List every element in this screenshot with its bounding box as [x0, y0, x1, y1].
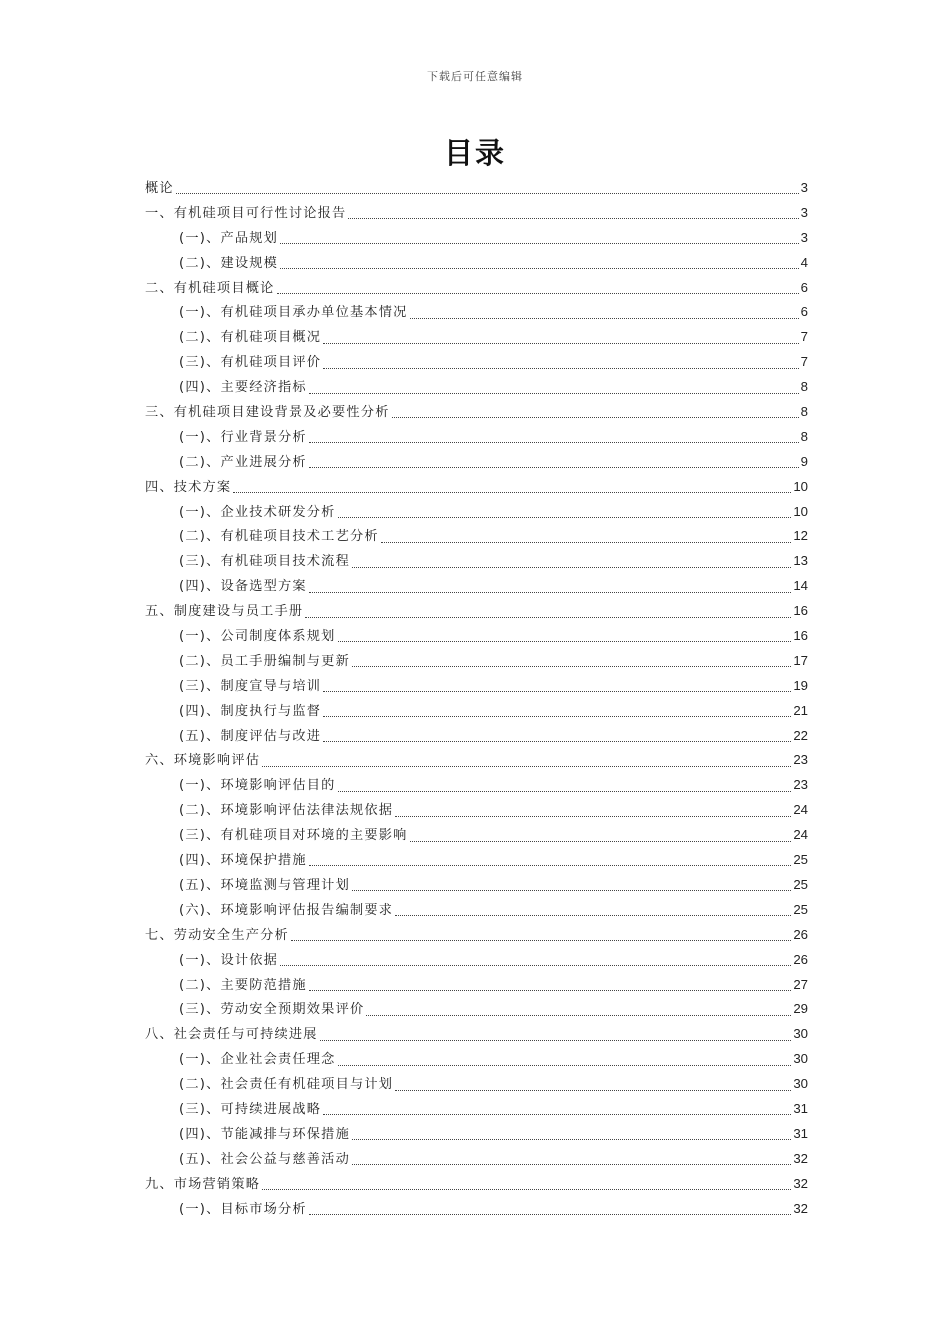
- toc-dot-leader: [309, 441, 799, 443]
- toc-page-number: 26: [793, 926, 808, 942]
- toc-page-number: 25: [793, 876, 808, 892]
- toc-page-number: 24: [793, 827, 808, 843]
- toc-section-entry[interactable]: [145, 450, 808, 475]
- toc-entry-label: (四)、设备选型方案: [179, 579, 307, 595]
- toc-page-number: 7: [800, 329, 808, 345]
- toc-dot-leader: [280, 267, 799, 269]
- toc-page-number: 16: [793, 603, 808, 619]
- toc-section-entry[interactable]: [145, 1147, 808, 1172]
- toc-entry-label: (五)、社会公益与慈善活动: [179, 1151, 350, 1167]
- toc-page-number: 30: [793, 1051, 808, 1067]
- toc-page-number: 31: [793, 1125, 808, 1141]
- toc-chapter-entry[interactable]: [145, 276, 808, 301]
- toc-page-number: 22: [793, 727, 808, 743]
- toc-entry-label: (一)、公司制度体系规划: [179, 629, 336, 645]
- toc-section-entry[interactable]: [145, 624, 808, 649]
- toc-section-entry[interactable]: [145, 549, 808, 574]
- toc-entry-label: (一)、行业背景分析: [179, 429, 307, 445]
- toc-entry-label: (三)、有机硅项目对环境的主要影响: [179, 828, 408, 844]
- toc-page-number: 27: [793, 976, 808, 992]
- toc-page-number: 25: [793, 852, 808, 868]
- toc-section-entry[interactable]: [145, 798, 808, 823]
- toc-dot-leader: [410, 840, 792, 842]
- toc-dot-leader: [323, 740, 791, 742]
- toc-section-entry[interactable]: [145, 823, 808, 848]
- toc-entry-label: (二)、有机硅项目概况: [179, 330, 322, 346]
- toc-page-number: 9: [800, 453, 808, 469]
- toc-section-entry[interactable]: [145, 948, 808, 973]
- toc-section-entry[interactable]: [145, 1047, 808, 1072]
- toc-entry-label: (一)、设计依据: [179, 952, 279, 968]
- toc-dot-leader: [352, 665, 791, 667]
- toc-page-number: 6: [800, 304, 808, 320]
- toc-entry-label: (四)、环境保护措施: [179, 853, 307, 869]
- toc-section-entry[interactable]: [145, 898, 808, 923]
- toc-dot-leader: [366, 1014, 791, 1016]
- toc-chapter-entry[interactable]: [145, 201, 808, 226]
- toc-section-entry[interactable]: [145, 524, 808, 549]
- toc-page-number: 31: [793, 1100, 808, 1116]
- toc-entry-label: 三、有机硅项目建设背景及必要性分析: [145, 405, 390, 421]
- toc-page-number: 3: [800, 229, 808, 245]
- toc-dot-leader: [309, 591, 792, 593]
- toc-chapter-entry[interactable]: [145, 748, 808, 773]
- toc-entry-label: (三)、可持续进展战略: [179, 1101, 322, 1117]
- toc-entry-label: (一)、产品规划: [179, 230, 279, 246]
- toc-entry-label: 概论: [145, 181, 174, 196]
- toc-page-number: 8: [800, 428, 808, 444]
- toc-dot-leader: [309, 1213, 792, 1215]
- toc-dot-leader: [381, 541, 792, 543]
- toc-dot-leader: [323, 1113, 791, 1115]
- toc-entry-label: (一)、目标市场分析: [179, 1201, 307, 1217]
- toc-page-number: 32: [793, 1150, 808, 1166]
- toc-page-number: 4: [800, 254, 808, 270]
- toc-section-entry[interactable]: [145, 724, 808, 749]
- toc-dot-leader: [395, 1089, 791, 1091]
- toc-page-number: 3: [800, 180, 808, 195]
- toc-entry-label: (四)、制度执行与监督: [179, 703, 322, 719]
- toc-section-entry[interactable]: [145, 1122, 808, 1147]
- toc-entry-label: (三)、有机硅项目技术流程: [179, 554, 350, 570]
- toc-page-number: 26: [793, 951, 808, 967]
- toc-page-number: 23: [793, 777, 808, 793]
- toc-dot-leader: [277, 292, 799, 294]
- toc-section-entry[interactable]: [145, 873, 808, 898]
- toc-entry-label: (一)、企业技术研发分析: [179, 504, 336, 520]
- toc-entry-label: 八、社会责任与可持续进展: [145, 1027, 318, 1043]
- toc-section-entry[interactable]: [145, 649, 808, 674]
- toc-dot-leader: [309, 864, 792, 866]
- toc-dot-leader: [309, 989, 792, 991]
- toc-page-number: 8: [800, 404, 808, 420]
- toc-section-entry[interactable]: [145, 425, 808, 450]
- toc-dot-leader: [338, 516, 792, 518]
- toc-dot-leader: [176, 192, 799, 194]
- toc-chapter-entry[interactable]: [145, 400, 808, 425]
- toc-entry-label: (三)、制度宣导与培训: [179, 678, 322, 694]
- toc-page-number: 32: [793, 1175, 808, 1191]
- toc-page-number: 29: [793, 1001, 808, 1017]
- toc-chapter-entry[interactable]: [145, 923, 808, 948]
- toc-entry-label: (三)、劳动安全预期效果评价: [179, 1002, 365, 1018]
- toc-dot-leader: [392, 416, 799, 418]
- toc-section-entry[interactable]: [145, 973, 808, 998]
- toc-dot-leader: [309, 392, 799, 394]
- toc-dot-leader: [291, 939, 791, 941]
- toc-page-number: 23: [793, 752, 808, 768]
- toc-entry-label: (一)、企业社会责任理念: [179, 1052, 336, 1068]
- toc-section-entry[interactable]: [145, 574, 808, 599]
- toc-dot-leader: [262, 1188, 791, 1190]
- toc-section-entry[interactable]: [145, 500, 808, 525]
- toc-page-number: 16: [793, 628, 808, 644]
- toc-dot-leader: [309, 466, 799, 468]
- toc-section-entry[interactable]: [145, 300, 808, 325]
- toc-entry-label: 二、有机硅项目概论: [145, 280, 275, 296]
- toc-section-entry[interactable]: [145, 997, 808, 1022]
- toc-entry-label: (二)、社会责任有机硅项目与计划: [179, 1077, 394, 1093]
- toc-section-entry[interactable]: [145, 375, 808, 400]
- toc-entry-label: (五)、环境监测与管理计划: [179, 877, 350, 893]
- toc-section-entry[interactable]: [145, 1197, 808, 1222]
- toc-chapter-entry[interactable]: [145, 475, 808, 500]
- toc-dot-leader: [305, 616, 791, 618]
- toc-page-number: 10: [793, 503, 808, 519]
- toc-page-number: 14: [793, 578, 808, 594]
- toc-page-number: 21: [793, 702, 808, 718]
- toc-dot-leader: [352, 889, 791, 891]
- toc-page-number: 12: [793, 528, 808, 544]
- toc-dot-leader: [320, 1039, 792, 1041]
- toc-section-entry[interactable]: [145, 848, 808, 873]
- toc-section-entry[interactable]: [145, 674, 808, 699]
- toc-entry-label: (二)、主要防范措施: [179, 977, 307, 993]
- toc-dot-leader: [352, 566, 791, 568]
- page-header-note: 下载后可任意编辑: [427, 70, 523, 83]
- toc-page-number: 8: [800, 379, 808, 395]
- toc-section-entry[interactable]: [145, 699, 808, 724]
- toc-entry-label: (二)、产业进展分析: [179, 454, 307, 470]
- toc-page-number: 19: [793, 677, 808, 693]
- toc-entry-label: 六、环境影响评估: [145, 753, 261, 769]
- toc-dot-leader: [233, 491, 791, 493]
- toc-page-number: 3: [800, 204, 808, 220]
- toc-page-number: 7: [800, 354, 808, 370]
- toc-dot-leader: [280, 964, 791, 966]
- toc-entry-label: (三)、有机硅项目评价: [179, 355, 322, 371]
- toc-chapter-entry[interactable]: [145, 176, 808, 201]
- toc-page-number: 6: [800, 279, 808, 295]
- toc-entry-label: 九、市场营销策略: [145, 1176, 261, 1192]
- toc-dot-leader: [323, 367, 798, 369]
- toc-entry-label: (二)、建设规模: [179, 255, 279, 271]
- toc-entry-label: (六)、环境影响评估报告编制要求: [179, 902, 394, 918]
- toc-page-number: 24: [793, 802, 808, 818]
- toc-chapter-entry[interactable]: [145, 599, 808, 624]
- toc-dot-leader: [338, 640, 792, 642]
- toc-section-entry[interactable]: [145, 773, 808, 798]
- toc-dot-leader: [280, 242, 799, 244]
- toc-entry-label: (二)、员工手册编制与更新: [179, 653, 350, 669]
- toc-section-entry[interactable]: [145, 325, 808, 350]
- toc-page-number: 30: [793, 1026, 808, 1042]
- toc-dot-leader: [323, 342, 798, 344]
- toc-entry-label: (四)、节能减排与环保措施: [179, 1126, 350, 1142]
- toc-entry-label: (二)、环境影响评估法律法规依据: [179, 803, 394, 819]
- toc-dot-leader: [410, 317, 799, 319]
- toc-page-number: 17: [793, 652, 808, 668]
- toc-page-number: 13: [793, 553, 808, 569]
- toc-page-number: 30: [793, 1076, 808, 1092]
- toc-entry-label: 一、有机硅项目可行性讨论报告: [145, 205, 347, 221]
- toc-dot-leader: [352, 1138, 791, 1140]
- toc-section-entry[interactable]: [145, 350, 808, 375]
- toc-entry-label: (一)、环境影响评估目的: [179, 778, 336, 794]
- toc-dot-leader: [323, 690, 791, 692]
- toc-title: 目录: [443, 136, 506, 170]
- toc-dot-leader: [338, 1064, 792, 1066]
- toc-dot-leader: [395, 914, 791, 916]
- toc-dot-leader: [323, 715, 791, 717]
- toc-section-entry[interactable]: [145, 251, 808, 276]
- toc-entry-label: 四、技术方案: [145, 479, 232, 495]
- toc-chapter-entry[interactable]: [145, 1022, 808, 1047]
- toc-entry-label: (二)、有机硅项目技术工艺分析: [179, 529, 379, 545]
- toc-page-number: 10: [793, 478, 808, 494]
- toc-entry-label: (四)、主要经济指标: [179, 380, 307, 396]
- toc-entry-label: 七、劳动安全生产分析: [145, 927, 289, 943]
- toc-dot-leader: [395, 815, 791, 817]
- toc-chapter-entry[interactable]: [145, 1172, 808, 1197]
- toc-dot-leader: [348, 217, 798, 219]
- toc-page-number: 25: [793, 901, 808, 917]
- toc-section-entry[interactable]: [145, 1097, 808, 1122]
- toc-entry-label: 五、制度建设与员工手册: [145, 604, 304, 620]
- table-of-contents: [145, 176, 808, 1221]
- toc-dot-leader: [338, 790, 792, 792]
- toc-entry-label: (一)、有机硅项目承办单位基本情况: [179, 305, 408, 321]
- toc-dot-leader: [262, 765, 791, 767]
- toc-page-number: 32: [793, 1200, 808, 1216]
- toc-section-entry[interactable]: [145, 226, 808, 251]
- toc-dot-leader: [352, 1163, 791, 1165]
- toc-section-entry[interactable]: [145, 1072, 808, 1097]
- toc-entry-label: (五)、制度评估与改进: [179, 728, 322, 744]
